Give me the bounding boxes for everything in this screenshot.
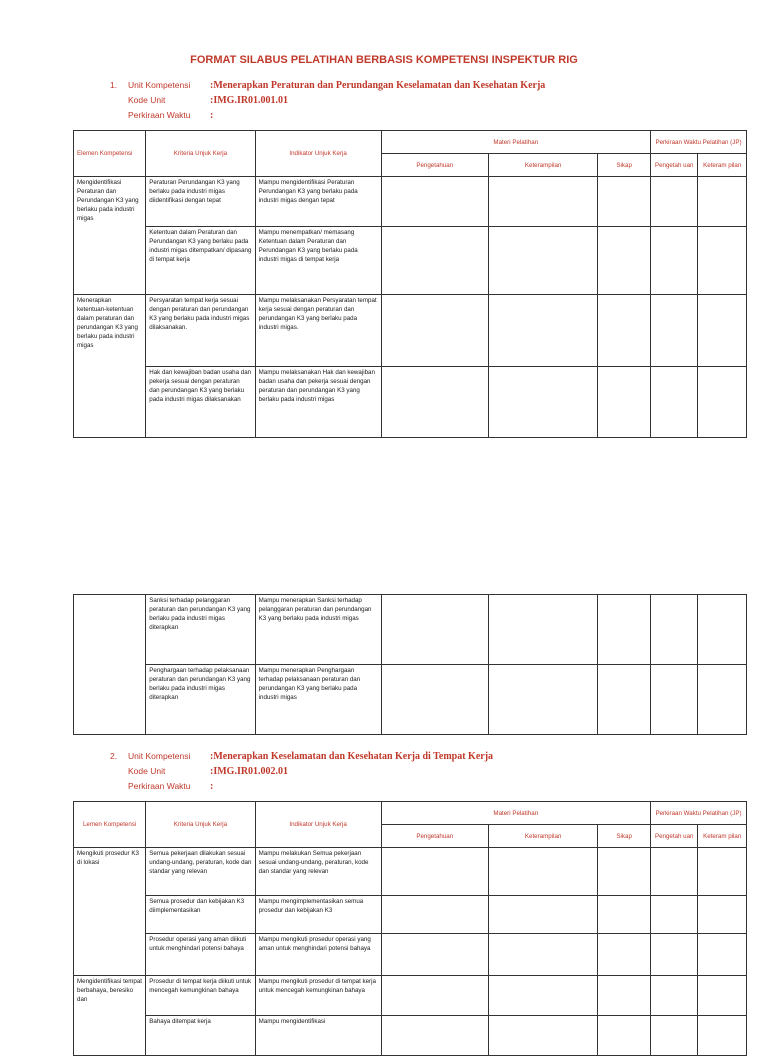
indikator-cell: Mampu melaksanakan Persyaratan tempat kerja sesuai dengan peraturan dan perundangan K3 yang berlaku pada industri migas. — [255, 295, 381, 367]
kriteria-cell: Ketentuan dalam Peraturan dan Perundangan K3 yang berlaku pada industri migas ditempatkan/ dipasang di tempat kerja — [146, 227, 255, 295]
indikator-cell: Mampu menerapkan Penghargaan terhadap pelaksanaan peraturan dan perundangan K3 yang berlaku pada industri migas — [255, 665, 381, 735]
time-label: Perkiraan Waktu — [128, 781, 191, 791]
indikator-cell: Mampu mengikuti prosedur di tempat kerja untuk mencegah kemungkinan bahaya — [255, 976, 381, 1016]
header-indikator: Indikator Unjuk Kerja — [255, 131, 381, 177]
header-waktu: Perkiraan Waktu Pelatihan (JP) — [650, 131, 746, 154]
table-row — [74, 848, 747, 896]
header-keterampilan: Keterampilan — [488, 825, 597, 848]
unit-1-info — [110, 78, 545, 123]
elemen-cell: Mengidentifikasi Peraturan dan Perundangan K3 yang berlaku pada industri migas — [74, 177, 146, 295]
unit-number: 2. — [110, 751, 118, 761]
time-value: : — [210, 110, 214, 121]
kriteria-cell: Sanksi terhadap pelanggaran peraturan dan perundangan K3 yang berlaku pada industri migas diterapkan — [146, 595, 255, 665]
header-pengetahuan-jp: Pengetah uan — [650, 825, 697, 848]
table-row — [74, 934, 747, 976]
document-title: FORMAT SILABUS PELATIHAN BERBASIS KOMPETENSI INSPEKTUR RIG — [190, 54, 578, 66]
unit-value: :Menerapkan Peraturan dan Perundangan Keselamatan dan Kesehatan Kerja — [210, 80, 546, 91]
kriteria-cell: Bahaya ditempat kerja — [146, 1016, 255, 1056]
syllabus-table-2 — [73, 594, 747, 735]
table-row — [74, 227, 747, 295]
header-waktu: Perkiraan Waktu Pelatihan (JP) — [650, 802, 746, 825]
unit-value: :Menerapkan Keselamatan dan Kesehatan Kerja di Tempat Kerja — [210, 751, 494, 762]
indikator-cell: Mampu melakukan Semua pekerjaan sesuai undang-undang, peraturan, kode dan standar yang relevan — [255, 848, 381, 896]
kriteria-cell: Penghargaan terhadap pelaksanaan peraturan dan perundangan K3 yang berlaku pada industri migas diterapkan — [146, 665, 255, 735]
header-elemen: Elemen Kompetensi — [74, 131, 146, 177]
code-value: :IMG.IR01.002.01 — [210, 766, 289, 777]
unit-label: Unit Kompetensi — [128, 751, 191, 761]
elemen-cell: Mengidentifikasi tempat berbahaya, beresiko dan — [74, 976, 146, 1056]
indikator-cell: Mampu mengikuti prosedur operasi yang aman untuk menghindari potensi bahaya — [255, 934, 381, 976]
kriteria-cell: Prosedur di tempat kerja diikuti untuk mencegah kemungkinan bahaya — [146, 976, 255, 1016]
elemen-cell: Mengikuti prosedur K3 di lokasi — [74, 848, 146, 976]
header-pengetahuan: Pengetahuan — [381, 154, 488, 177]
header-pengetahuan: Pengetahuan — [381, 825, 488, 848]
kriteria-cell: Prosedur operasi yang aman diikuti untuk menghindari potensi bahaya — [146, 934, 255, 976]
code-label: Kode Unit — [128, 95, 166, 105]
header-materi: Materi Pelatihan — [381, 802, 650, 825]
time-value: : — [210, 781, 214, 792]
table-row — [74, 976, 747, 1016]
table-row — [74, 177, 747, 227]
unit-number: 1. — [110, 80, 118, 90]
time-label: Perkiraan Waktu — [128, 110, 191, 120]
table-row — [74, 665, 747, 735]
kriteria-cell: Hak dan kewajiban badan usaha dan pekerja sesuai dengan peraturan dan perundangan K3 yang berlaku pada industri migas dilaksanakan — [146, 367, 255, 438]
syllabus-table-1 — [73, 130, 747, 438]
code-value: :IMG.IR01.001.01 — [210, 95, 289, 106]
code-label: Kode Unit — [128, 766, 166, 776]
indikator-cell: Mampu mengidentifikasi Peraturan Perundangan K3 yang berlaku pada industri migas dengan tepat — [255, 177, 381, 227]
unit-2-info — [110, 749, 493, 794]
header-kriteria: Kriteria Unjuk Kerja — [146, 802, 255, 848]
kriteria-cell: Peraturan Perundangan K3 yang berlaku pada industri migas diidentifikasi dengan tepat — [146, 177, 255, 227]
header-pengetahuan-jp: Pengetah uan — [650, 154, 697, 177]
header-keterampilan-jp: Keteram pilan — [698, 825, 747, 848]
unit-label: Unit Kompetensi — [128, 80, 191, 90]
table-row — [74, 295, 747, 367]
table-row — [74, 1016, 747, 1056]
header-kriteria: Kriteria Unjuk Kerja — [146, 131, 255, 177]
kriteria-cell: Semua prosedur dan kebijakan K3 diimplementasikan — [146, 896, 255, 934]
header-elemen: Lemen Kompetensi — [74, 802, 146, 848]
header-indikator: Indikator Unjuk Kerja — [255, 802, 381, 848]
header-keterampilan-jp: Keteram pilan — [698, 154, 747, 177]
header-keterampilan: Keterampilan — [488, 154, 597, 177]
table-row — [74, 367, 747, 438]
elemen-cell: Menerapkan ketentuan-ketentuan dalam peraturan dan perundangan K3 yang berlaku pada industri migas — [74, 295, 146, 438]
indikator-cell: Mampu mengidentifikasi — [255, 1016, 381, 1056]
indikator-cell: Mampu menerapkan Sanksi terhadap pelanggaran peraturan dan perundangan K3 yang berlaku pada industri migas — [255, 595, 381, 665]
indikator-cell: Mampu melaksanakan Hak dan kewajiban badan usaha dan pekerja sesuai dengan peraturan dan perundangan K3 yang berlaku pada industri migas — [255, 367, 381, 438]
indikator-cell: Mampu menempatkan/ memasang Ketentuan dalam Peraturan dan Perundangan K3 yang berlaku pada industri migas di tempat kerja — [255, 227, 381, 295]
header-materi: Materi Pelatihan — [381, 131, 650, 154]
header-sikap: Sikap — [598, 154, 651, 177]
table-row — [74, 595, 747, 665]
header-sikap: Sikap — [598, 825, 651, 848]
table-row — [74, 896, 747, 934]
indikator-cell: Mampu mengimplementasikan semua prosedur dan kebijakan K3 — [255, 896, 381, 934]
syllabus-table-3 — [73, 801, 747, 1056]
kriteria-cell: Persyaratan tempat kerja sesuai dengan peraturan dan perundangan K3 yang berlaku pada industri migas dilaksanakan. — [146, 295, 255, 367]
kriteria-cell: Semua pekerjaan dilakukan sesuai undang-undang, peraturan, kode dan standar yang relevan — [146, 848, 255, 896]
